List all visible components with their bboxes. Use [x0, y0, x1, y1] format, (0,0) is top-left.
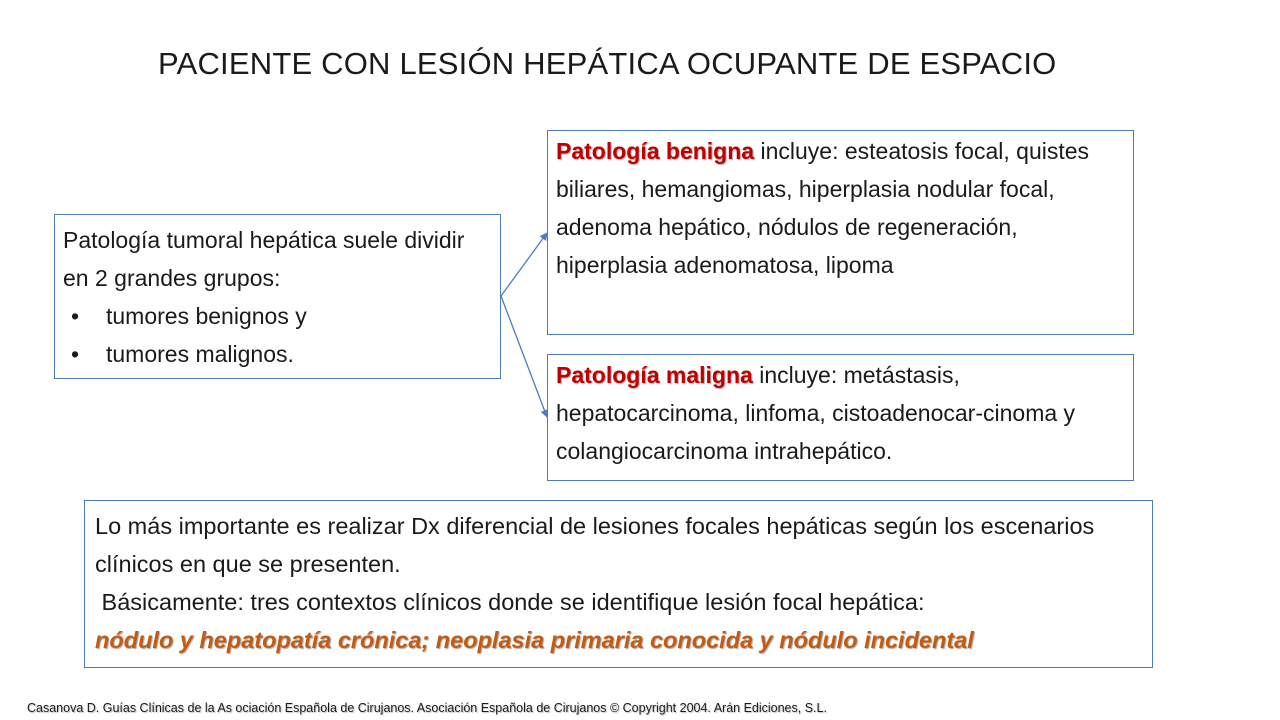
malign-pathology-box — [547, 354, 1134, 481]
clinical-contexts-text: Básicamente: tres contextos clínicos donde se identifique lesión focal hepática: — [95, 589, 925, 615]
malign-label: Patología maligna — [556, 362, 753, 388]
tumor-groups-intro: Patología tumoral hepática suele dividir en 2 grandes grupos: — [63, 227, 465, 291]
differential-diagnosis-box — [84, 500, 1153, 668]
clinical-contexts-emphasis: nódulo y hepatopatía crónica; neoplasia primaria conocida y nódulo incidental — [95, 627, 974, 653]
list-item-benign: • tumores benignos y — [63, 297, 492, 335]
tumor-groups-list — [63, 297, 492, 373]
slide-title: PACIENTE CON LESIÓN HEPÁTICA OCUPANTE DE ESPACIO — [158, 46, 1057, 81]
malign-description: incluye: metástasis, hepatocarcinoma, linfoma, cistoadenocar-cinoma y colangiocarcinoma intrahepático. — [556, 362, 1076, 464]
tumor-groups-box — [54, 214, 501, 379]
list-item-malign: • tumores malignos. — [63, 335, 492, 373]
differential-text: Lo más importante es realizar Dx diferencial de lesiones focales hepáticas según los escenarios clínicos en que se presenten. — [95, 513, 1095, 577]
benign-pathology-box — [547, 130, 1134, 335]
arrow-to-malign — [501, 296, 547, 417]
arrow-to-benign — [501, 233, 547, 296]
benign-description: incluye: esteatosis focal, quistes biliares, hemangiomas, hiperplasia nodular focal, adenoma hepático, nódulos de regeneración, hiperplasia adenomatosa, lipoma — [556, 138, 1090, 278]
benign-label: Patología benigna — [556, 138, 755, 164]
citation-footer: Casanova D. Guías Clínicas de la As ociación Española de Cirujanos. Asociación Española de Cirujanos © Copyright 2004. Arán Ediciones, S.L. — [27, 701, 827, 715]
